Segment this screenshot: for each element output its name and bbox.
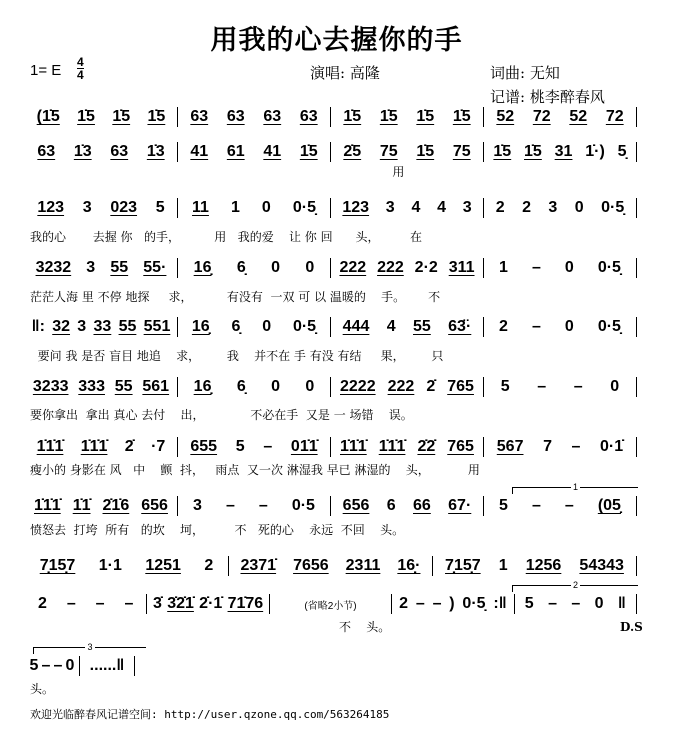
note: 0·5̣ [292, 199, 316, 216]
bar-line [636, 258, 637, 278]
note: 55 [413, 318, 431, 335]
time-signature [77, 56, 84, 81]
bar-line [483, 258, 484, 278]
measure [232, 557, 429, 575]
note: 0 [305, 378, 315, 395]
note: 3 [82, 199, 92, 216]
note: – [95, 595, 105, 612]
measure [181, 497, 327, 515]
note: 2 [522, 199, 531, 216]
score-row [28, 495, 640, 517]
score-row [28, 316, 640, 338]
note: 0·5̣ [462, 595, 486, 612]
note: – [571, 595, 581, 612]
bar-line [636, 107, 637, 127]
bar-line [269, 594, 270, 614]
note: 52 [569, 108, 588, 125]
bar-line [177, 258, 178, 278]
note: 1̇1̇ [72, 497, 91, 514]
measure [436, 557, 633, 575]
singer: 演唱: 高隆 [310, 64, 380, 82]
lyrics-line: 我的心 去握 你 的手， 用 我的爱 让 你 回 头， 在 [30, 230, 423, 244]
bar-line [636, 594, 637, 614]
note: 67· [448, 497, 472, 514]
note: 5 [499, 497, 508, 514]
note: 41 [190, 143, 209, 160]
bar-line [636, 437, 637, 457]
measure [334, 438, 480, 456]
note: 656 [342, 497, 370, 514]
score-row [28, 197, 640, 219]
volta-1 [512, 482, 638, 494]
note: 0 [271, 259, 280, 276]
note: 1̇5 [379, 108, 398, 125]
note: (05̣ [597, 497, 621, 514]
measure [334, 259, 480, 277]
bar-line [636, 556, 637, 576]
note: – [548, 595, 557, 612]
note: – [124, 595, 134, 612]
note: ‖: [31, 318, 45, 335]
note: 023 [110, 199, 138, 216]
score-row [28, 593, 640, 615]
note: 1̇5 [452, 108, 471, 125]
measure [334, 143, 480, 161]
note: 1 [230, 199, 240, 216]
measure [181, 438, 327, 456]
measure [334, 108, 480, 126]
note: 3 [77, 318, 87, 335]
note: 0 [65, 657, 75, 674]
measure [28, 438, 174, 456]
note: 5 [29, 657, 39, 674]
note: 5 [235, 438, 245, 455]
measure [181, 259, 327, 277]
note: 1̇1̇1̇ [34, 497, 61, 514]
bar-line [483, 437, 484, 457]
note: (省略2小节) [304, 600, 357, 612]
note: 0 [271, 378, 280, 395]
note: 3̇2̇1̇ [167, 595, 194, 612]
note: 3 [193, 497, 202, 514]
bar-line [146, 594, 147, 614]
bar-line [330, 317, 331, 337]
note: 1̇5 [299, 143, 318, 160]
note: 5̣ [617, 143, 627, 160]
measure [28, 497, 174, 515]
note: 2̇1̇6 [102, 497, 130, 514]
lyrics-line: 头。 [30, 682, 55, 696]
measure [28, 108, 174, 126]
measure [181, 318, 327, 336]
measure [181, 143, 327, 161]
measure [181, 199, 327, 217]
note: – [564, 497, 574, 514]
bar-line [432, 556, 433, 576]
note: 1̇1̇1̇ [36, 438, 64, 455]
volta-3 [33, 642, 146, 654]
bar-line [177, 437, 178, 457]
score-row [28, 141, 640, 163]
measure [28, 318, 174, 336]
measure [181, 378, 327, 396]
note: 61 [226, 143, 245, 160]
note: 222 [339, 259, 367, 276]
song-title: 用我的心去握你的手 [210, 25, 463, 56]
note: – [263, 438, 273, 455]
note: 1̇·) [585, 143, 605, 160]
note: 1̇5 [147, 108, 166, 125]
bar-line [330, 258, 331, 278]
note: 1̇5 [416, 108, 435, 125]
note: :‖ [493, 595, 507, 612]
note: 33 [93, 318, 112, 335]
bar-line [483, 198, 484, 218]
note: ‖ [617, 595, 626, 612]
measure [28, 557, 225, 575]
note: 7656 [293, 557, 329, 574]
bar-line [636, 377, 637, 397]
bar-line [177, 107, 178, 127]
note: 6̣ [231, 318, 241, 335]
measure [28, 595, 143, 613]
note: 75 [379, 143, 398, 160]
note: 1 [499, 259, 508, 276]
note: 63 [226, 108, 245, 125]
note: 1̇3 [146, 143, 165, 160]
meter-bottom: 4 [77, 68, 84, 82]
bar-line [134, 656, 135, 676]
measure [83, 657, 131, 675]
note: 71̇76 [227, 595, 264, 612]
note: 11 [192, 199, 209, 216]
bar-line [228, 556, 229, 576]
note: 0·5 [291, 497, 315, 514]
note: 01̇1̇ [290, 438, 318, 455]
note: 1̇5 [524, 143, 542, 160]
note: 561 [142, 378, 170, 395]
bar-line [177, 317, 178, 337]
note: 655 [190, 438, 218, 455]
note: 55 [114, 378, 133, 395]
note: 4 [411, 199, 421, 216]
note: 41 [263, 143, 282, 160]
note: 7̣15̣7 [39, 557, 76, 574]
measure [334, 378, 480, 396]
note: 63 [263, 108, 282, 125]
note: 32 [52, 318, 71, 335]
note: – [415, 595, 425, 612]
measure [395, 595, 510, 613]
note: 66 [413, 497, 431, 514]
note: – [225, 497, 235, 514]
score-row [28, 106, 640, 128]
note: 551 [143, 318, 171, 335]
note: 123 [342, 199, 370, 216]
note: 63 [190, 108, 209, 125]
measure [334, 318, 480, 336]
note: 3 [385, 199, 395, 216]
score-row [28, 376, 640, 398]
note: 0·5̣ [597, 318, 621, 335]
bar-line [330, 107, 331, 127]
lyrics-line: 不 头。 [30, 620, 391, 634]
note: – [432, 595, 442, 612]
note: 0 [261, 199, 271, 216]
measure [487, 108, 633, 126]
note: 63̈· [448, 318, 472, 335]
note: 5 [524, 595, 534, 612]
key-signature: 1= E [30, 62, 62, 79]
lyrics-line: 用 [30, 165, 405, 179]
note: 2371̇ [240, 557, 277, 574]
note: 1256 [525, 557, 562, 574]
note: 55· [143, 259, 167, 276]
lyrics-line: 茫茫人海 里 不停 地探 求， 有没有 一双 可 以 温暖的 手。 不 [30, 290, 441, 304]
note: 1̇1̇1̇ [378, 438, 406, 455]
measure [487, 378, 633, 396]
note: 0 [610, 378, 620, 395]
note: 2 [495, 199, 505, 216]
note: – [531, 318, 541, 335]
note: 222 [377, 259, 404, 276]
measure [334, 497, 480, 515]
bar-line [483, 317, 484, 337]
note: 2 [399, 595, 409, 612]
note: 2̇2̇ [417, 438, 436, 455]
measure [28, 259, 174, 277]
measure [28, 143, 174, 161]
bar-line [636, 198, 637, 218]
note: 0·1̇ [600, 438, 624, 455]
transcriber: 记谱: 桃李醉春风 [490, 88, 605, 106]
note: – [258, 497, 268, 514]
note: 63 [299, 108, 318, 125]
measure [487, 438, 633, 456]
bar-line [330, 142, 331, 162]
measure [181, 108, 327, 126]
note: 2̇5 [343, 143, 362, 160]
note: 5 [500, 378, 510, 395]
measure [334, 199, 480, 217]
note: 6̣ [236, 378, 246, 395]
note: 55 [118, 318, 137, 335]
note: 0 [305, 259, 315, 276]
bar-line [177, 198, 178, 218]
note: 4 [437, 199, 446, 216]
bar-line [636, 142, 637, 162]
bar-line [177, 496, 178, 516]
note: – [531, 259, 541, 276]
bar-line [636, 317, 637, 337]
note: (1̇5 [36, 108, 60, 125]
bar-line [177, 142, 178, 162]
note: 567 [496, 438, 524, 455]
note: 72 [532, 108, 551, 125]
note: 1̇1̇1̇ [80, 438, 108, 455]
note: 1̇5 [112, 108, 131, 125]
note: 0 [564, 259, 574, 276]
note: 0 [564, 318, 574, 335]
note: 31 [554, 143, 573, 160]
note: 0 [574, 199, 584, 216]
note: 656 [141, 497, 168, 514]
score-row [28, 655, 138, 677]
note: ......‖ [89, 657, 125, 674]
note: 5 [155, 199, 165, 216]
note: 444 [342, 318, 370, 335]
bar-line [483, 142, 484, 162]
note: 0·5̣ [601, 199, 625, 216]
note: 3233 [32, 378, 69, 395]
note: 222 [387, 378, 415, 395]
note: 55 [110, 259, 129, 276]
note: 2311 [345, 557, 381, 574]
note: – [571, 438, 581, 455]
lyricist-composer: 词曲: 无知 [490, 64, 560, 82]
meter-top: 4 [77, 55, 84, 69]
bar-line [330, 198, 331, 218]
note: 16̣ [191, 318, 210, 335]
measure [150, 595, 265, 613]
volta-2 [512, 580, 638, 592]
note: 52 [496, 108, 515, 125]
note: 311 [448, 259, 475, 276]
note: ) [449, 595, 455, 612]
bar-line [330, 496, 331, 516]
note: 1̇3 [73, 143, 92, 160]
note: – [531, 497, 541, 514]
note: 1·1 [98, 557, 122, 574]
note: 2 [499, 318, 508, 335]
bar-line [636, 496, 637, 516]
note: 72 [605, 108, 624, 125]
bar-line [391, 594, 392, 614]
note: 0 [262, 318, 272, 335]
note: 2̇ [124, 438, 134, 455]
note: 3 [86, 259, 96, 276]
note: 7 [543, 438, 552, 455]
bar-line [177, 377, 178, 397]
score-row [28, 436, 640, 458]
bar-line [483, 377, 484, 397]
note: 1251 [145, 557, 181, 574]
bar-line [483, 107, 484, 127]
measure [28, 199, 174, 217]
note: 1̇5 [77, 108, 95, 125]
note: 333 [78, 378, 105, 395]
note: ·7 [151, 438, 166, 455]
volta-2-label: 2 [572, 580, 578, 590]
note: – [573, 378, 583, 395]
note: 2222 [340, 378, 376, 395]
note: 4 [386, 318, 396, 335]
measure [487, 318, 633, 336]
measure [487, 199, 633, 217]
note: 3 [548, 199, 558, 216]
volta-1-label: 1 [572, 482, 578, 492]
note: 3 [462, 199, 472, 216]
note: 2 [37, 595, 47, 612]
score-row [28, 257, 640, 279]
note: 123 [37, 199, 65, 216]
note: 1̇5 [343, 108, 362, 125]
volta-3-label: 3 [87, 642, 93, 652]
note: 0 [594, 595, 604, 612]
bar-line [79, 656, 80, 676]
note: 765 [447, 438, 474, 455]
measure [273, 597, 388, 612]
note: 75 [452, 143, 471, 160]
measure [487, 143, 633, 161]
measure [28, 378, 174, 396]
note: 1̇1̇1̇ [340, 438, 367, 455]
note: 3232 [35, 259, 72, 276]
measure [518, 595, 633, 613]
bar-line [330, 437, 331, 457]
note: 63 [37, 143, 56, 160]
note: 3̇ [153, 595, 162, 612]
note: 6 [386, 497, 396, 514]
note: 16̣ [193, 259, 212, 276]
footer-link-text: 欢迎光临醉春风记谱空间: http://user.qzone.qq.com/563264185 [30, 708, 390, 721]
note: 63 [110, 143, 129, 160]
lyrics-line: 要问 我 是否 盲目 地追 求， 我 并不在 手 有没 有结 果， 只 [30, 349, 444, 363]
bar-line [483, 496, 484, 516]
measure [487, 497, 633, 515]
note: 765 [447, 378, 474, 395]
bar-line [514, 594, 515, 614]
note: 54343 [579, 557, 624, 574]
note: 6̣ [236, 259, 246, 276]
note: 16̣· [397, 557, 421, 574]
note: 2·2 [414, 259, 438, 276]
note: 1̇5 [493, 143, 512, 160]
note: 1 [498, 557, 508, 574]
note: 16̣ [193, 378, 212, 395]
note: 0·5̣ [597, 259, 621, 276]
note: 0·5̣ [292, 318, 317, 335]
lyrics-line: 瘦小的 身影在 风 中 颤 抖， 雨点 又一次 淋湿我 早已 淋湿的 头， 用 [30, 463, 480, 477]
lyrics-line: 愤怒去 打垮 所有 的坎 坷， 不 死的心 永远 不回 头。 [30, 523, 405, 537]
measure [487, 259, 633, 277]
score-row [28, 555, 640, 577]
note: 2̇·1̇ [199, 595, 223, 612]
measure [28, 657, 76, 675]
note: 7̣15̣7 [445, 557, 481, 574]
note: – [41, 657, 51, 674]
note: 2 [204, 557, 214, 574]
note: – [537, 378, 547, 395]
lyrics-line: 要你拿出 拿出 真心 去付 出， 不必在手 又是 一 场错 误。 [30, 408, 413, 422]
bar-line [330, 377, 331, 397]
note: 1̇5 [416, 143, 435, 160]
dal-segno-mark: D.S [620, 620, 643, 634]
note: 2̇ [426, 378, 436, 395]
note: – [66, 595, 76, 612]
note: – [53, 657, 63, 674]
